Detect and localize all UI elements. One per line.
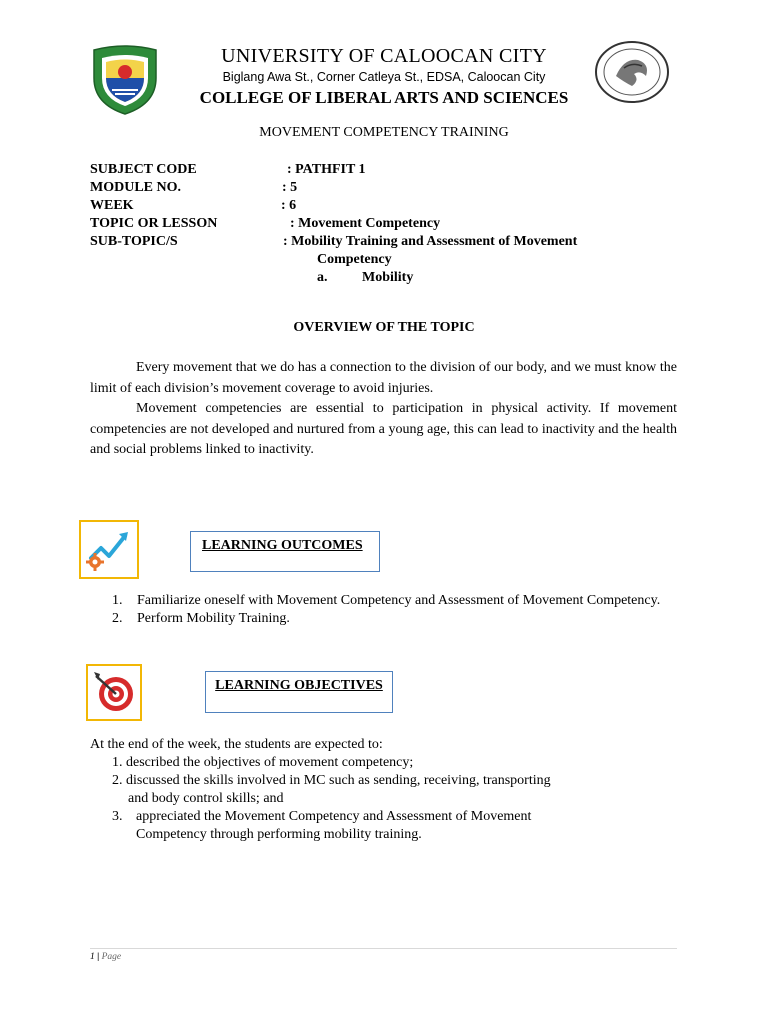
- page-separator: |: [97, 952, 100, 962]
- meta-label-module: MODULE NO.: [90, 180, 181, 195]
- document-title: MOVEMENT COMPETENCY TRAINING: [259, 125, 509, 140]
- meta-value-module: : 5: [282, 180, 298, 195]
- meta-label-subtopic: SUB-TOPIC/S: [90, 234, 178, 249]
- objective-item-2: 2. discussed the skills involved in MC such as sending, receiving, transporting: [112, 773, 551, 788]
- objective-item-2-cont: and body control skills; and: [128, 791, 284, 806]
- objective-item-3: [90, 808, 680, 826]
- meta-label-week: WEEK: [90, 198, 134, 213]
- subtopic-item-marker: a.: [317, 270, 328, 285]
- meta-value-subject-code: : PATHFIT 1: [287, 162, 366, 177]
- outcome-text: Familiarize oneself with Movement Competency and Assessment of Movement Competency.: [137, 593, 661, 608]
- university-name: UNIVERSITY OF CALOOCAN CITY: [221, 45, 547, 67]
- meta-value-week: : 6: [281, 198, 297, 213]
- overview-heading: OVERVIEW OF THE TOPIC: [293, 320, 475, 335]
- target-dart-icon: [86, 664, 142, 721]
- university-address: Biglang Awa St., Corner Catleya St., EDSA, Caloocan City: [222, 70, 546, 84]
- outcome-text: Perform Mobility Training.: [137, 611, 290, 626]
- list-item: [112, 610, 677, 628]
- page-number: 1: [90, 952, 95, 962]
- meta-value-subtopic: : Mobility Training and Assessment of Movement: [283, 234, 578, 249]
- meta-value-subtopic-cont: Competency: [317, 252, 392, 267]
- page-footer: [90, 952, 121, 962]
- list-number: 1.: [112, 593, 123, 608]
- list-number: 3.: [112, 809, 123, 824]
- list-item: [112, 592, 677, 610]
- subtopic-item: Mobility: [362, 270, 414, 285]
- objective-text: appreciated the Movement Competency and Assessment of Movement: [136, 809, 532, 824]
- learning-objectives-label-box: [205, 671, 393, 713]
- learning-outcomes-label: LEARNING OUTCOMES: [202, 538, 363, 553]
- objective-item-3-cont: Competency through performing mobility training.: [136, 827, 422, 842]
- footer-divider: [90, 948, 677, 949]
- meta-label-topic: TOPIC OR LESSON: [90, 216, 218, 231]
- college-name: COLLEGE OF LIBERAL ARTS AND SCIENCES: [199, 88, 569, 107]
- learning-objectives-label: LEARNING OBJECTIVES: [215, 678, 383, 693]
- overview-paragraph-1: Every movement that we do has a connection to the division of our body, and we must know the limit of each division’s movement coverage to avoid injuries.: [90, 360, 677, 396]
- objective-item-1: 1. described the objectives of movement competency;: [112, 755, 414, 770]
- learning-outcomes-list: [112, 592, 677, 628]
- learning-objectives-list: [90, 736, 680, 844]
- objectives-intro: At the end of the week, the students are expected to:: [90, 737, 383, 752]
- learning-outcomes-label-box: [190, 531, 380, 572]
- meta-value-topic: : Movement Competency: [290, 216, 441, 231]
- page-label: Page: [101, 952, 122, 962]
- list-number: 2.: [112, 611, 123, 626]
- meta-label-subject-code: SUBJECT CODE: [90, 162, 197, 177]
- overview-paragraph-2: Movement competencies are essential to participation in physical activity. If movement competencies are not developed and nurtured from a young age, this can lead to inactivity and the health and social problems linked to inactivity.: [90, 401, 677, 457]
- growth-chart-gear-icon: [79, 520, 139, 579]
